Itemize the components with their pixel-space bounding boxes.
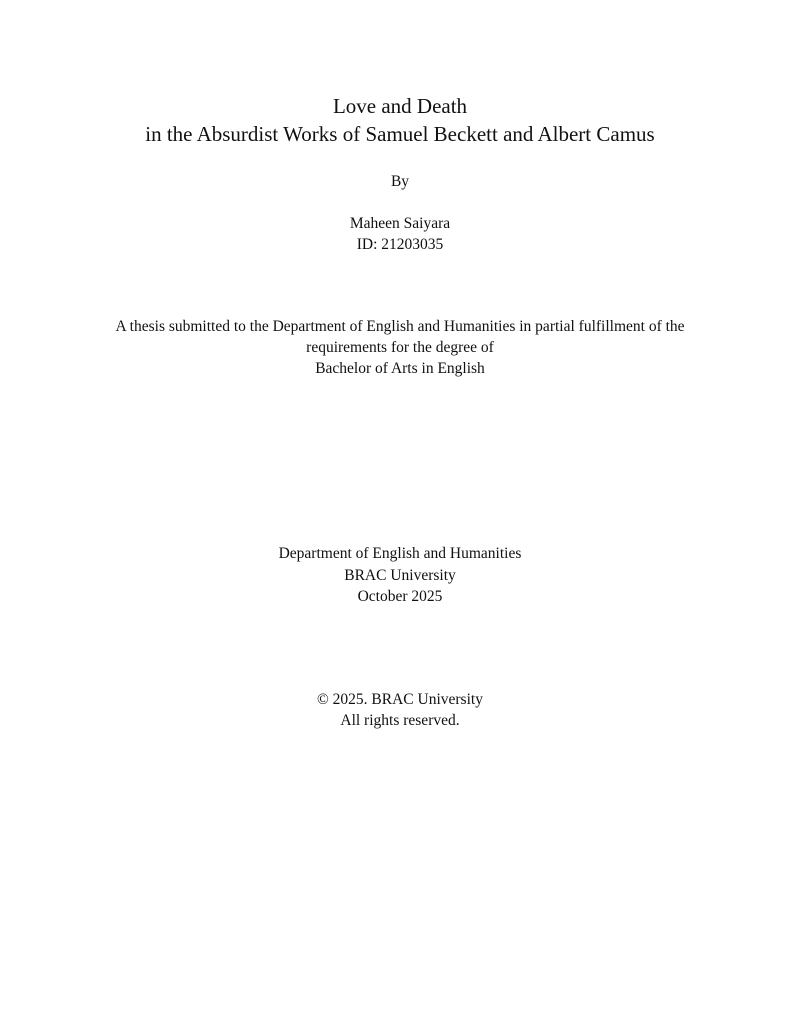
submission-line-3: Bachelor of Arts in English xyxy=(315,360,485,377)
university-name: BRAC University xyxy=(344,567,456,584)
title-line-2: in the Absurdist Works of Samuel Beckett and Albert Camus xyxy=(145,122,655,146)
byline: By xyxy=(390,173,410,190)
submission-date: October 2025 xyxy=(357,588,443,605)
submission-line-2: requirements for the degree of xyxy=(306,339,494,356)
submission-line-1: A thesis submitted to the Department of English and Humanities in partial fulfillment of the xyxy=(115,318,685,335)
title-line-1: Love and Death xyxy=(332,94,468,118)
rights-reserved: All rights reserved. xyxy=(340,712,460,729)
department-name: Department of English and Humanities xyxy=(278,545,522,562)
copyright-notice: © 2025. BRAC University xyxy=(317,691,483,708)
author-name: Maheen Saiyara xyxy=(349,215,451,232)
author-id: ID: 21203035 xyxy=(356,236,444,253)
